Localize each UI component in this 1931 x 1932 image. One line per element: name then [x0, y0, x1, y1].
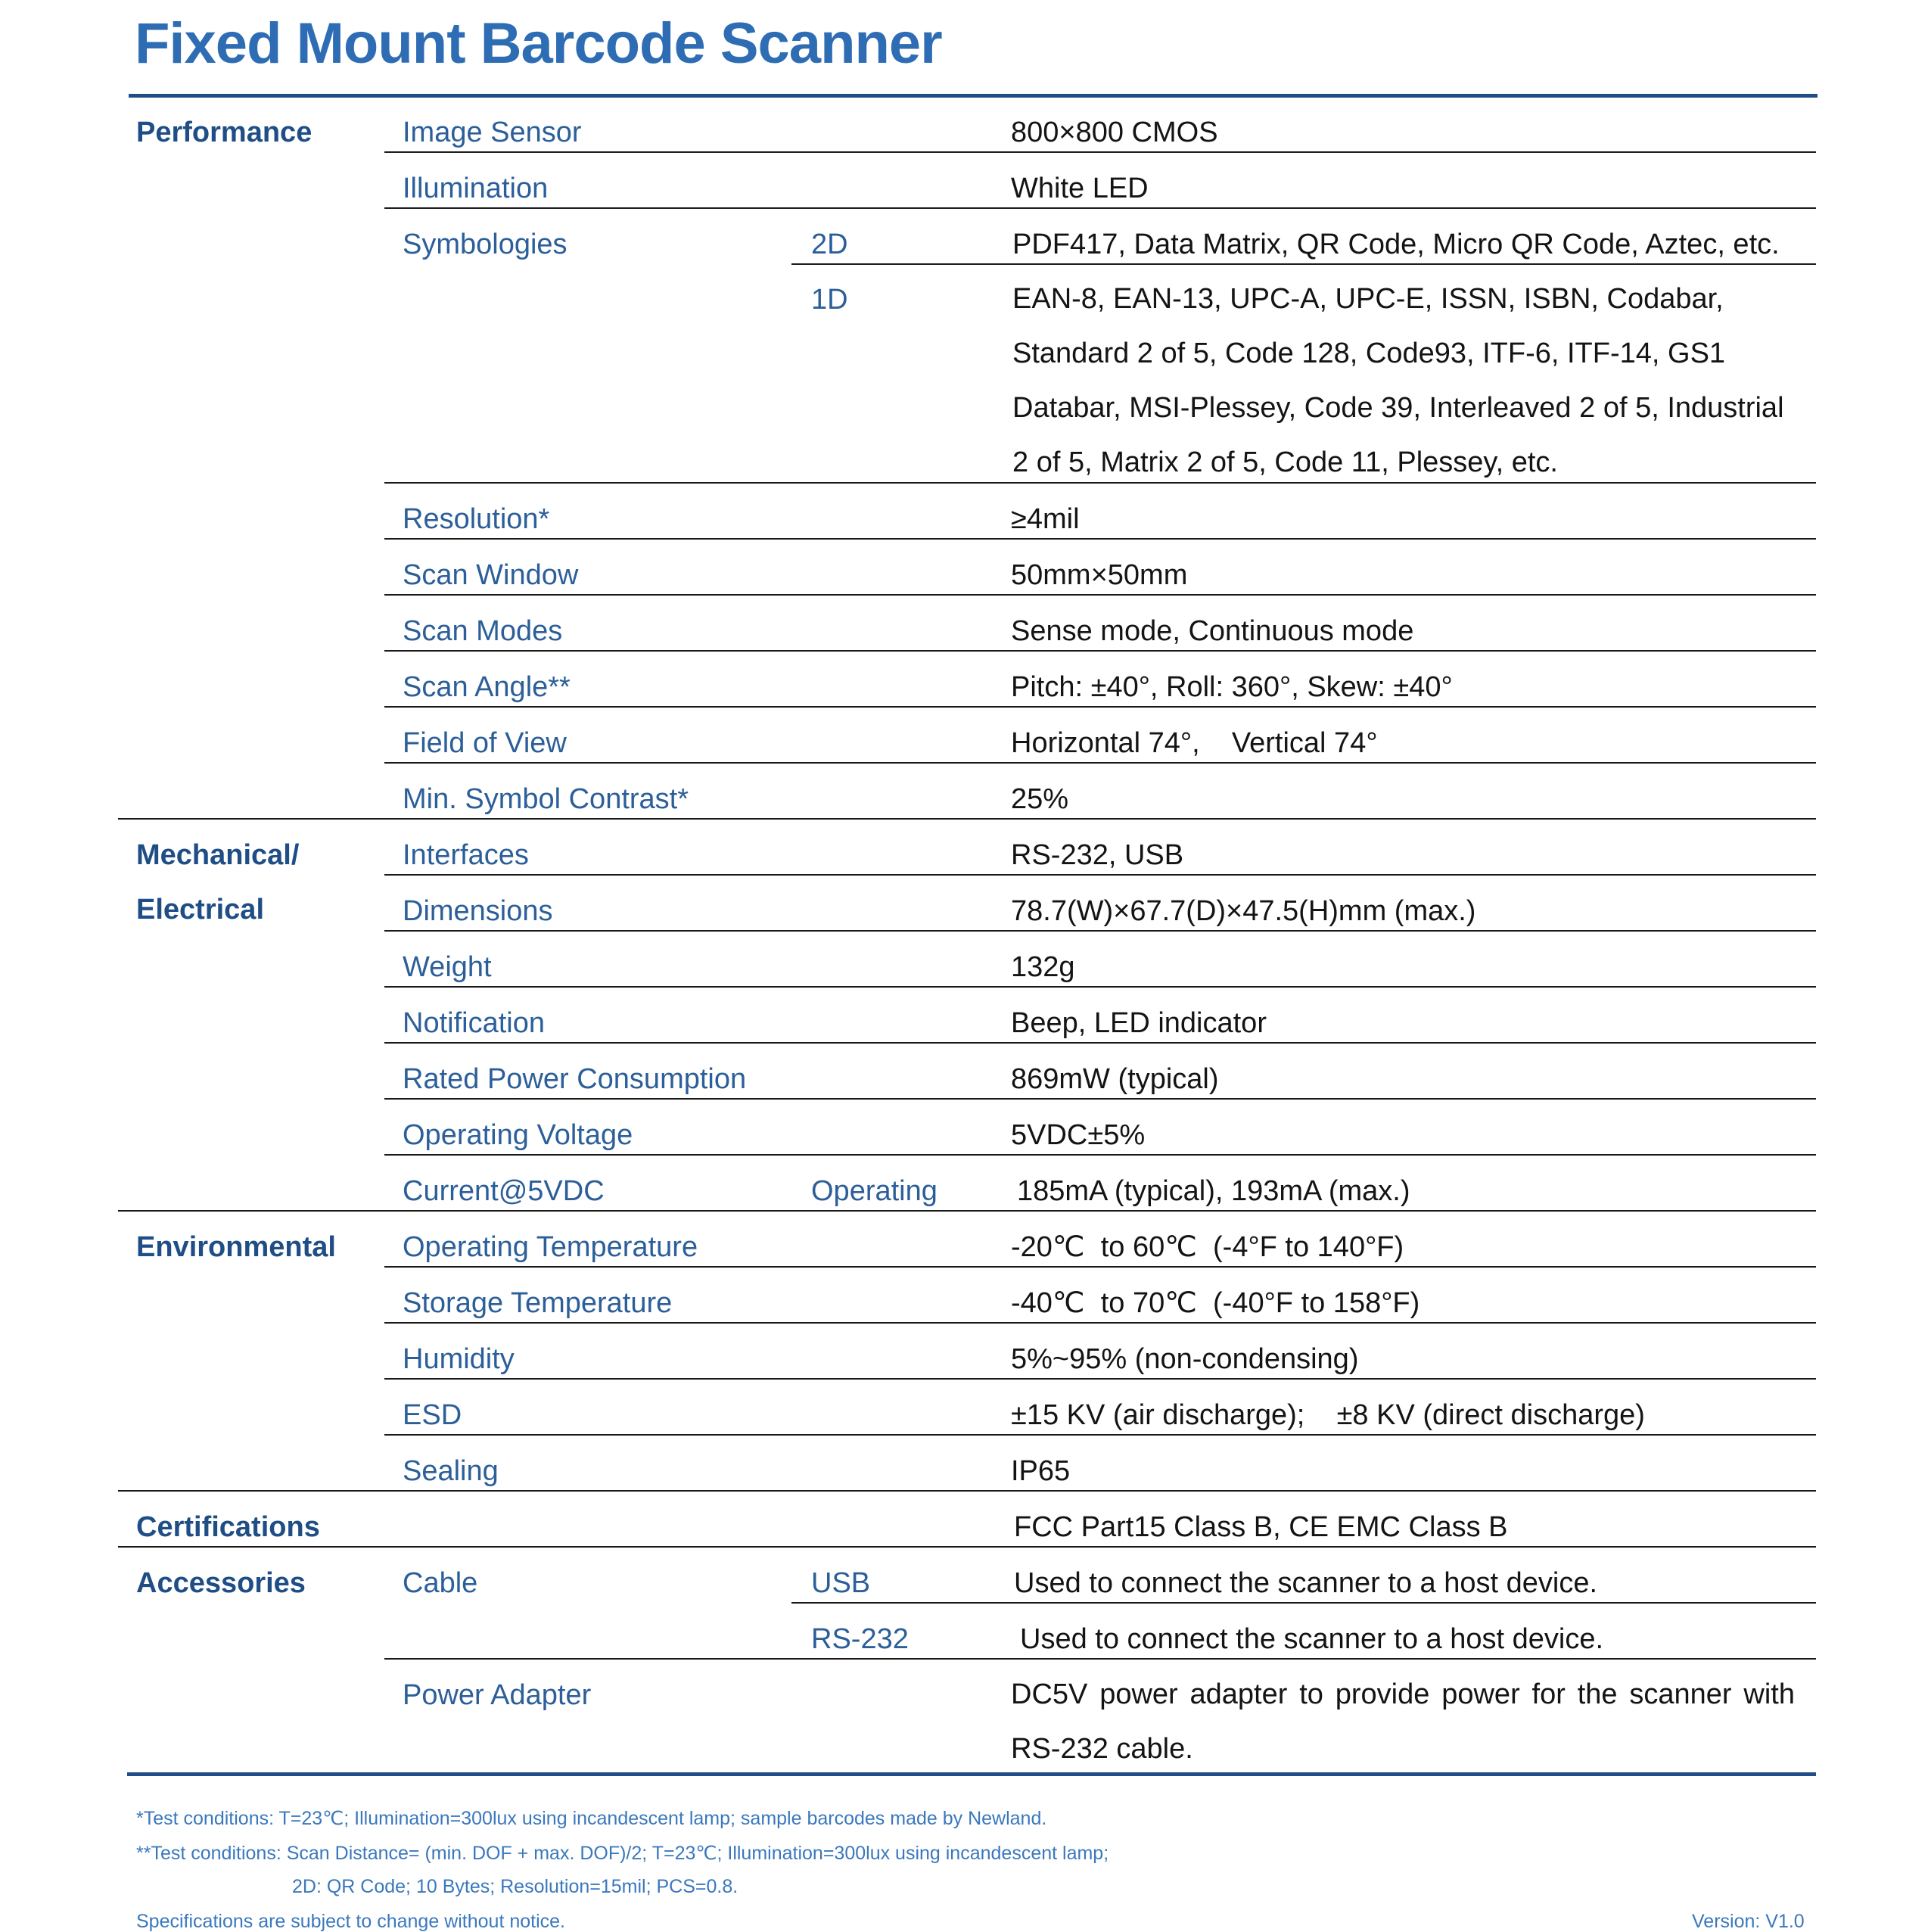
- spec-value-rs232-cable: Used to connect the scanner to a host device.: [1020, 1623, 1604, 1655]
- row-divider: [384, 762, 1816, 764]
- spec-value-op-temp: -20℃ to 60℃ (-4°F to 140°F): [1011, 1231, 1404, 1263]
- row-divider: [384, 482, 1816, 484]
- spec-value-interfaces: RS-232, USB: [1011, 839, 1184, 871]
- spec-label-scan-angle: Scan Angle**: [403, 671, 571, 703]
- spec-label-symbologies: Symbologies: [403, 229, 567, 260]
- spec-value-scan-modes: Sense mode, Continuous mode: [1011, 615, 1414, 647]
- section-electrical: Electrical: [136, 894, 264, 926]
- spec-value-current: 185mA (typical), 193mA (max.): [1017, 1175, 1410, 1207]
- spec-label-cable: Cable: [403, 1567, 478, 1599]
- page-title: Fixed Mount Barcode Scanner: [135, 11, 942, 76]
- spec-value-power-adapter: DC5V power adapter to provide power for the scanner with RS-232 cable.: [1011, 1678, 1795, 1765]
- spec-value-2d: PDF417, Data Matrix, QR Code, Micro QR Code, Aztec, etc.: [1012, 229, 1780, 260]
- spec-value-certifications: FCC Part15 Class B, CE EMC Class B: [1014, 1511, 1508, 1543]
- spec-value-sealing: IP65: [1011, 1455, 1071, 1487]
- spec-value-field-of-view: Horizontal 74°, Vertical 74°: [1011, 727, 1378, 759]
- disclaimer: Specifications are subject to change without notice.: [136, 1911, 566, 1932]
- spec-label-min-contrast: Min. Symbol Contrast*: [403, 783, 689, 815]
- row-divider: [384, 1098, 1816, 1100]
- spec-sublabel-2d: 2D: [811, 229, 848, 260]
- spec-value-min-contrast: 25%: [1011, 783, 1069, 815]
- spec-value-power: 869mW (typical): [1011, 1063, 1219, 1095]
- spec-label-resolution: Resolution*: [403, 503, 550, 535]
- row-divider: [384, 594, 1816, 596]
- spec-label-sealing: Sealing: [403, 1455, 499, 1487]
- section-divider: [118, 818, 1816, 820]
- spec-value-1d: EAN-8, EAN-13, UPC-A, UPC-E, ISSN, ISBN, Codabar, Standard 2 of 5, Code 128, Code93, ITF-6, ITF-14, GS1 Databar, MSI-Plessey, Code 39, Interleaved 2 of 5, Industrial 2 of 5, Matrix 2 of 5, Code 11, Plessey, etc.: [1012, 283, 1784, 478]
- row-divider: [384, 1042, 1816, 1044]
- spec-value-usb-cable: Used to connect the scanner to a host device.: [1014, 1567, 1598, 1599]
- spec-value-storage-temp: -40℃ to 70℃ (-40°F to 158°F): [1011, 1287, 1420, 1319]
- row-divider: [791, 263, 1816, 265]
- row-divider: [384, 706, 1816, 708]
- spec-value-scan-window: 50mm×50mm: [1011, 559, 1188, 591]
- row-divider: [384, 986, 1816, 988]
- spec-value-esd: ±15 KV (air discharge); ±8 KV (direct discharge): [1011, 1399, 1645, 1431]
- footnote-1: *Test conditions: T=23℃; Illumination=300lux using incandescent lamp; sample barcodes made by Newland.: [136, 1808, 1047, 1829]
- header-rule: [129, 94, 1818, 98]
- row-divider: [384, 1434, 1816, 1436]
- spec-label-interfaces: Interfaces: [403, 839, 529, 871]
- spec-label-storage-temp: Storage Temperature: [403, 1287, 673, 1319]
- spec-value-voltage: 5VDC±5%: [1011, 1119, 1146, 1151]
- section-accessories: Accessories: [136, 1567, 306, 1599]
- footnote-2: **Test conditions: Scan Distance= (min. DOF + max. DOF)/2; T=23℃; Illumination=300lux using incandescent lamp;: [136, 1843, 1109, 1864]
- spec-label-illumination: Illumination: [403, 173, 549, 204]
- section-mechanical: Mechanical/: [136, 839, 300, 871]
- spec-label-dimensions: Dimensions: [403, 895, 553, 927]
- table-bottom-rule: [127, 1772, 1816, 1776]
- row-divider: [791, 1602, 1816, 1604]
- row-divider: [384, 207, 1816, 209]
- spec-label-field-of-view: Field of View: [403, 727, 567, 759]
- spec-label-esd: ESD: [403, 1399, 462, 1431]
- version-label: Version: V1.0: [1692, 1911, 1805, 1932]
- spec-value-resolution: ≥4mil: [1011, 503, 1080, 535]
- section-performance: Performance: [136, 117, 313, 148]
- footnote-2-continued: 2D: QR Code; 10 Bytes; Resolution=15mil; PCS=0.8.: [292, 1876, 739, 1897]
- spec-value-humidity: 5%~95% (non-condensing): [1011, 1343, 1359, 1375]
- spec-label-voltage: Operating Voltage: [403, 1119, 633, 1151]
- spec-label-power-adapter: Power Adapter: [403, 1679, 592, 1711]
- section-divider: [118, 1490, 1816, 1492]
- spec-value-image-sensor: 800×800 CMOS: [1011, 117, 1218, 148]
- row-divider: [384, 874, 1816, 876]
- spec-value-dimensions: 78.7(W)×67.7(D)×47.5(H)mm (max.): [1011, 895, 1476, 927]
- spec-label-weight: Weight: [403, 951, 492, 983]
- spec-label-op-temp: Operating Temperature: [403, 1231, 698, 1263]
- spec-label-scan-window: Scan Window: [403, 559, 579, 591]
- section-environmental: Environmental: [136, 1231, 336, 1263]
- row-divider: [384, 1154, 1816, 1156]
- row-divider: [384, 1266, 1816, 1268]
- section-divider: [118, 1546, 1816, 1548]
- row-divider: [384, 1378, 1816, 1380]
- spec-value-notification: Beep, LED indicator: [1011, 1007, 1267, 1039]
- spec-value-illumination: White LED: [1011, 173, 1149, 204]
- row-divider: [384, 930, 1816, 932]
- spec-value-scan-angle: Pitch: ±40°, Roll: 360°, Skew: ±40°: [1011, 671, 1453, 703]
- row-divider: [384, 1658, 1816, 1660]
- section-certifications: Certifications: [136, 1511, 320, 1543]
- spec-label-humidity: Humidity: [403, 1343, 515, 1375]
- row-divider: [384, 650, 1816, 652]
- row-divider: [384, 538, 1816, 540]
- spec-label-image-sensor: Image Sensor: [403, 117, 582, 148]
- spec-sublabel-operating: Operating: [811, 1175, 938, 1207]
- spec-sublabel-usb: USB: [811, 1567, 871, 1599]
- row-divider: [384, 151, 1816, 153]
- spec-label-current: Current@5VDC: [403, 1175, 605, 1207]
- spec-value-weight: 132g: [1011, 951, 1075, 983]
- spec-sublabel-1d: 1D: [811, 284, 848, 316]
- spec-label-notification: Notification: [403, 1007, 545, 1039]
- spec-label-power: Rated Power Consumption: [403, 1063, 747, 1095]
- spec-sublabel-rs232: RS-232: [811, 1623, 909, 1655]
- spec-label-scan-modes: Scan Modes: [403, 615, 563, 647]
- section-divider: [118, 1210, 1816, 1212]
- row-divider: [384, 1322, 1816, 1324]
